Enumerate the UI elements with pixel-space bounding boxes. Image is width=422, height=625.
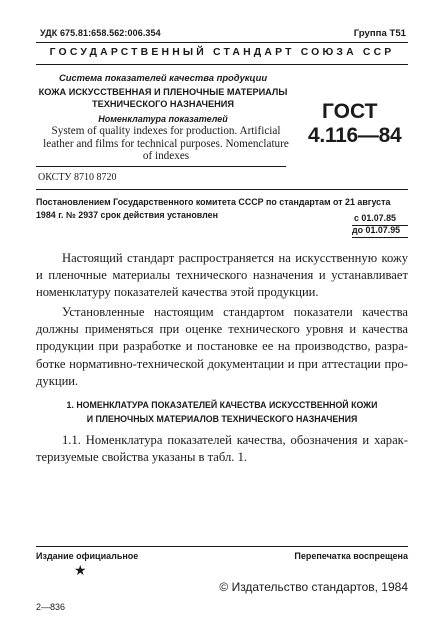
print-code: 2—836 [36,602,66,612]
paragraph-table-ref [36,432,408,466]
footer-rule [36,546,408,547]
para2-line-3: продукции при разработке и постановке ее на производство, разра- [36,339,408,354]
gost-number: 4.116—84 [308,124,402,147]
header-rule-top [36,42,408,43]
official-edition: Издание официальное [36,551,139,561]
section-heading-line-1: 1. НОМЕНКЛАТУРА ПОКАЗАТЕЛЕЙ КАЧЕСТВА ИСКУССТВЕННОЙ КОЖИ [66,400,378,410]
decree-line-2: 1984 г. № 2937 срок действия установлен [36,210,218,220]
title-line-2: ТЕХНИЧЕСКОГО НАЗНАЧЕНИЯ [92,99,234,110]
udk-code: УДК 675.81:658.562:006.354 [40,28,161,38]
para1-line-1: Настоящий стандарт распространяется на искусственную кожу [62,251,408,265]
validity-to: до 01.07.95 [352,225,401,235]
okstu-rule [36,189,408,190]
document-title [36,86,290,111]
english-line-3: of indexes [142,150,190,163]
copyright: © Издательство стандартов, 1984 [219,580,408,594]
paragraph-scope [36,250,408,302]
validity-from: с 01.07.85 [354,213,396,223]
title-line-1: КОЖА ИСКУССТВЕННАЯ И ПЛЕНОЧНЫЕ МАТЕРИАЛЫ [38,87,288,97]
para1-line-2: и пленочные материалы технического назначения и устанавливает [36,268,408,283]
decree [36,196,390,222]
title-rule [36,166,286,167]
header-rule-bottom [36,64,408,65]
group-code: Группа Т51 [353,28,406,39]
star-icon: ★ [74,564,87,579]
paragraph-application [36,304,408,390]
gost-label: ГОСТ [322,100,378,123]
english-line-1: System of quality indexes for production. Artificial [51,125,281,137]
document-subtitle: Номенклатура показателей [98,114,228,124]
gos-title: ГОСУДАРСТВЕННЫЙ СТАНДАРТ СОЮЗА ССР [49,47,395,58]
reprint-notice: Перепечатка воспрещена [294,551,408,561]
para1-line-3: номенклатуру показателей качества этой продукции. [36,285,319,300]
english-line-2: leather and films for technical purposes. Nomenclature [43,137,289,150]
para2-line-1: Установленные настоящим стандартом показатели качества [62,305,408,319]
para2-line-5: дукции. [36,373,79,388]
para3-line-1: 1.1. Номенклатура показателей качества, обозначения и харак- [62,433,408,447]
validity-rule-bottom [352,237,408,238]
system-title: Система показателей качества продукции [58,72,268,83]
para2-line-4: ботке нормативно-технической документации и при аттестации про- [36,356,408,371]
section-heading [36,398,408,426]
section-heading-line-2: И ПЛЕНОЧНЫХ МАТЕРИАЛОВ ТЕХНИЧЕСКОГО НАЗНАЧЕНИЯ [86,414,358,424]
english-title [28,125,304,163]
decree-line-1: Постановлением Государственного комитета СССР по стандартам от 21 августа [36,197,391,207]
para2-line-2: должны применяться при оценке технического уровня и качества [36,322,408,337]
para3-line-2: теризуемые свойства указаны в табл. 1. [36,450,248,465]
okstu-code: ОКСТУ 8710 8720 [38,172,117,183]
